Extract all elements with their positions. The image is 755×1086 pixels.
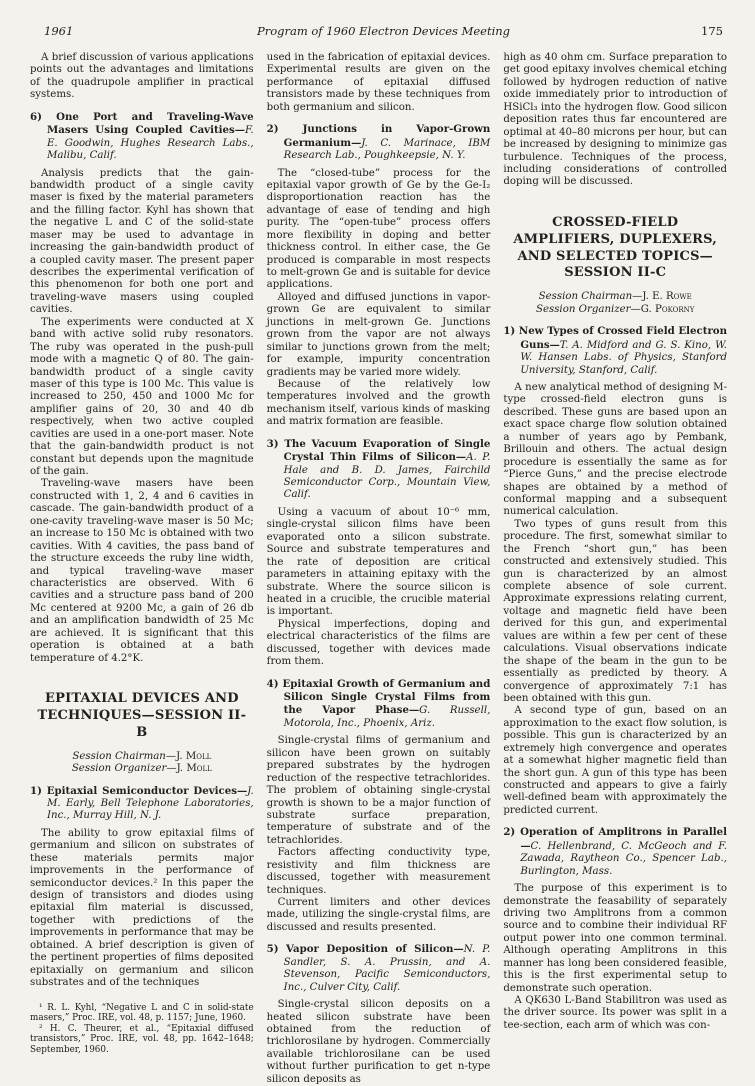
item-number: 1) bbox=[503, 325, 519, 338]
session-heading: EPITAXIAL DEVICES AND TECHNIQUES—SESSION II-B bbox=[37, 691, 247, 740]
paragraph: high as 40 ohm cm. Surface preparation to get good epitaxy involves chemical etching followed by hydrogen reduction of native oxide immediately prior to introduction of HSiCl₃ into the hydrogen flow. Good silicon deposition rates thus far encountered are optimal at 40–80 microns per hour, but can be increased by designing to minimize gas turbulence. Techniques of the process, including considerations of controlled doping will be discussed. bbox=[503, 52, 728, 188]
paragraph: A QK630 L-Band Stabilitron was used as the driver source. Its power was split in a tee-section, each arm of which was con- bbox=[503, 995, 728, 1031]
paragraph: Two types of guns result from this procedure. The first, somewhat similar to the French “short gun,” has been constructed and extensively studied. This gun is characterized by an almost complete absence of sole current. Approximate expressions relating current, voltage and magnetic field have been derived for this gun, and experimental values are within a few per cent of these calculations. Visual observations indicate the shape of the beam in the gun to be essentially as predicted by theory. A convergence of approximately 7:1 has been obtained with this gun. bbox=[503, 518, 728, 704]
item-authors: F. E. Goodwin, Hughes Research Labs., Malibu, Calif. bbox=[47, 125, 254, 162]
footnote: ² H. C. Theurer, et al., “Epitaxial diffused transistors,” Proc. IRE, vol. 48, pp. 1642–1648; September, 1960. bbox=[30, 1023, 254, 1055]
item-authors: J. M. Early, Bell Telephone Laboratories, Inc., Murray Hill, N. J. bbox=[47, 785, 254, 822]
item-number: 2) bbox=[503, 826, 521, 839]
running-title: Program of 1960 Electron Devices Meeting bbox=[256, 24, 511, 38]
item-number: 2) bbox=[266, 123, 303, 136]
paragraph: Alloyed and diffused junctions in vapor-grown Ge are equivalent to similar junctions in melt-grown Ge. Junctions grown from the vapor are not always similar to junctions grown from the melt; for example, impurity concentration gradients may be varied more widely. bbox=[266, 291, 491, 378]
program-item bbox=[503, 325, 727, 377]
paragraph: Current limiters and other devices made, utilizing the single-crystal films, are discussed and results presented. bbox=[266, 897, 491, 933]
item-authors: A. P. Hale and B. D. James, Fairchild Semiconductor Corp., Mountain View, Calif. bbox=[283, 452, 491, 501]
column-2 bbox=[267, 52, 491, 1086]
program-item bbox=[30, 785, 254, 823]
column-3 bbox=[503, 52, 727, 1086]
paragraph: A brief discussion of various applications points out the advantages and limitations of the quadrupole amplifier in practical systems. bbox=[30, 52, 254, 101]
program-item bbox=[267, 123, 491, 162]
session-role-line bbox=[30, 751, 254, 763]
item-authors: C. Hellenbrand, C. McGeoch and F. Zawada, Raytheon Co., Spencer Lab., Burlington, Mass. bbox=[520, 840, 728, 877]
footnote: ¹ R. L. Kyhl, “Negative L and C in solid-state masers,” Proc. IRE, vol. 48, p. 1157; June, 1960. bbox=[30, 1002, 254, 1024]
paragraph: A new analytical method of designing M-type crossed-field electron guns is described. These guns are based upon an exact space charge flow solution obtained a number of years ago by Pembank, Brillouin and others. The actual design procedure is essentially the same as for “Pierce Guns,” and the precise electrode shapes are obtained by a method of conformal mapping and a subsequent numerical calculation. bbox=[503, 382, 728, 518]
session-role-label: Session Chairman bbox=[72, 750, 166, 762]
session-role-label: Session Organizer bbox=[71, 763, 167, 775]
paragraph: The experiments were conducted at X band with active solid ruby resonators. The ruby was operated in the push-pull mode with a magnetic Q of 80. The gain-bandwidth product of a single cavity maser of this type is 100 Mc. This value is increased to 250, 450 and 1000 Mc for amplifier gains of 20, 30 and 40 db respectively, when two active coupled cavities are used in a one-port maser. Note that the gain-bandwidth product is not constant but depends upon the magnitude of the gain. bbox=[30, 316, 254, 477]
item-title: Operation of Amplitrons in Parallel— bbox=[520, 826, 728, 852]
session-person-name: —G. Pokorny bbox=[630, 303, 695, 315]
paragraph: Factors affecting conductivity type, resistivity and film thickness are discussed, together with measurement techniques. bbox=[266, 847, 491, 896]
item-title: Epitaxial Semiconductor Devices— bbox=[46, 784, 248, 797]
item-title: One Port and Traveling-Wave Masers Using Coupled Cavities— bbox=[47, 110, 254, 137]
item-number: 6) bbox=[30, 110, 57, 123]
paragraph: The ability to grow epitaxial films of germanium and silicon on substrates of these materials permits major improvements in the performance of semiconductor devices.² In this paper the design of transistors and diodes using epitaxial film material is discussed, together with predictions of the improvements in performance that may be obtained. A brief description is given of the pertinent properties of films deposited epitaxially on germanium and silicon substrates and of the techniques bbox=[30, 827, 254, 989]
paragraph: Because of the relatively low temperatures involved and the growth mechanism itself, various kinds of masking and matrix formation are feasible. bbox=[266, 378, 491, 428]
item-number: 4) bbox=[266, 677, 283, 690]
program-item bbox=[30, 111, 254, 163]
item-number: 1) bbox=[30, 784, 47, 797]
item-title: Vapor Deposition of Silicon— bbox=[286, 943, 464, 956]
item-authors: G. Russell, Motorola, Inc., Phoenix, Ariz. bbox=[283, 705, 491, 729]
column-1 bbox=[30, 52, 254, 1086]
item-title: Junctions in Vapor-Grown Germanium— bbox=[283, 123, 491, 149]
program-item bbox=[267, 943, 491, 994]
session-person-name: —J. Moll bbox=[165, 750, 212, 762]
item-authors: J. C. Marinace, IBM Research Lab., Poughkeepsie, N. Y. bbox=[283, 137, 491, 162]
session-role-line bbox=[503, 304, 727, 316]
session-person-name: —J. E. Rowe bbox=[632, 291, 692, 303]
paragraph: Analysis predicts that the gain-bandwidth product of a single cavity maser is fixed by the material parameters and the filling factor. Kyhl has shown that the negative L and C of the solid-state maser may be used to advantage in increasing the gain-bandwidth product of a coupled cavity maser. The present paper describes the experimental verification of this phenomenon for both one port and traveling-wave masers using coupled cavities. bbox=[30, 167, 254, 316]
paragraph: used in the fabrication of epitaxial devices. Experimental results are given on the performance of epitaxial diffused transistors made by these techniques from both germanium and silicon. bbox=[266, 52, 491, 113]
program-item bbox=[267, 438, 491, 502]
item-authors: N. P. Sandler, S. A. Prussin, and A. Stevenson, Pacific Semiconductors, Inc., Culver City, Calif. bbox=[283, 944, 491, 993]
paragraph: A second type of gun, based on an approximation to the exact flow solution, is possible. This gun is characterized by an extremely high convergence and operates at a somewhat higher magnetic field than the short gun. A gun of this type has been constructed and appears to give a fairly well-defined beam with approximately the predicted current. bbox=[503, 705, 728, 816]
session-person-name: —J. Moll bbox=[166, 763, 212, 775]
program-item bbox=[503, 826, 727, 878]
paragraph: Using a vacuum of about 10⁻⁶ mm, single-crystal silicon films have been evaporated onto a silicon substrate. Source and substrate temperatures and the rate of deposition are critical parameters in attaining epitaxy with the substrate. Where the source silicon is heated in a crucible, the crucible material is important. bbox=[266, 506, 491, 618]
paragraph: Physical imperfections, doping and electrical characteristics of the films are discussed, together with devices made from them. bbox=[266, 618, 491, 668]
program-item bbox=[267, 678, 491, 731]
page-header bbox=[44, 24, 723, 38]
paragraph: Single-crystal films of germanium and silicon have been grown on suitably prepared substrates by the hydrogen reduction of the respective tetrachlorides. The problem of obtaining single-crystal growth is shown to be a major function of substrate surface preparation, temperature of substrate and of the tetrachlorides. bbox=[266, 735, 491, 846]
text-columns bbox=[30, 52, 727, 1086]
session-role-line bbox=[503, 291, 727, 303]
item-title: New Types of Crossed Field Electron Guns— bbox=[518, 325, 728, 351]
paragraph: Single-crystal silicon deposits on a heated silicon substrate have been obtained from the reduction of trichlorosilane by hydrogen. Commercially available trichlorosilane can be used without further purification to get n-type silicon deposits as bbox=[266, 999, 491, 1085]
page-number: 175 bbox=[701, 24, 723, 38]
session-role-label: Session Chairman bbox=[538, 291, 633, 303]
session-role-label: Session Organizer bbox=[535, 303, 631, 315]
item-number: 5) bbox=[266, 943, 287, 956]
item-number: 3) bbox=[266, 437, 285, 450]
item-title: Epitaxial Growth of Germanium and Silicon Single Crystal Films from the Vapor Phase— bbox=[282, 677, 491, 717]
item-title: The Vacuum Evaporation of Single Crystal Thin Films of Silicon— bbox=[283, 437, 491, 464]
item-authors: T. A. Midford and G. S. Kino, W. W. Hansen Labs. of Physics, Stanford University, Stanford, Calif. bbox=[520, 339, 728, 376]
paragraph: Traveling-wave masers have been constructed with 1, 2, 4 and 6 cavities in cascade. The gain-bandwidth product of a one-cavity traveling-wave maser is 50 Mc; an increase to 150 Mc is obtained with two cavities. With 4 cavities, the pass band of the structure exceeds the ruby line width, and typical traveling-wave maser characteristics are observed. With 6 cavities and a structure pass band of 200 Mc centered at 9200 Mc, a gain of 26 db and an amplification bandwidth of 25 Mc are achieved. It is significant that this operation is obtained at a bath temperature of 4.2°K. bbox=[30, 478, 254, 664]
paragraph: The purpose of this experiment is to demonstrate the feasability of separately driving two Amplitrons from a common source and to combine their individual RF output power into one common terminal. Although operating Amplitrons in this manner has long been considered feasible, this is the first experimental setup to demonstrate such operation. bbox=[503, 883, 728, 994]
session-heading: CROSSED-FIELD AMPLIFIERS, DUPLEXERS, AND SELECTED TOPICS—SESSION II-C bbox=[513, 214, 717, 281]
paragraph: The “closed-tube” process for the epitaxial vapor growth of Ge by the Ge-I₂ disproportionation reaction has the advantage of ease of tending and high purity. The “open-tube” process offers more flexibility in doping and better thickness control. In either case, the Ge produced is comparable in most respects to melt-grown Ge and is suitable for device applications. bbox=[266, 167, 491, 291]
session-role-line bbox=[30, 763, 254, 775]
year-label: 1961 bbox=[44, 24, 74, 38]
